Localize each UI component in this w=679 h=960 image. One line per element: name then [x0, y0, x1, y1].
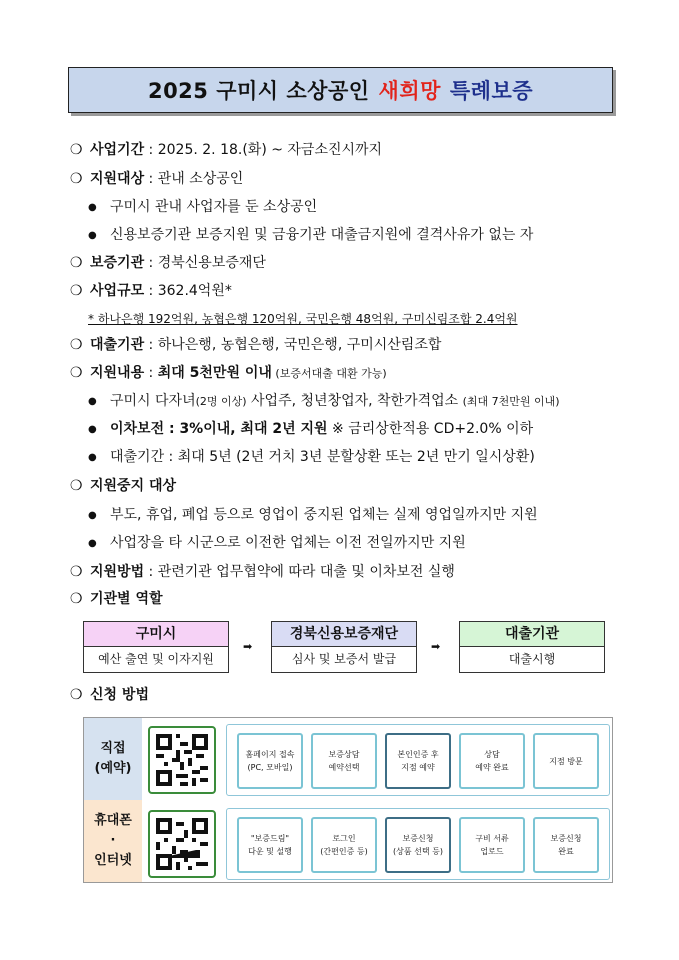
scale-note: * 하나은행 192억원, 농협은행 120억원, 국민은행 48억원, 구미신림조합 2.4억원	[88, 312, 518, 326]
apply-steps-direct	[226, 724, 610, 796]
flow-box-desc: 대출시행	[460, 647, 604, 672]
list-item: ● 구미시 다자녀(2명 이상) 사업주, 청년창업자, 착한가격업소 (최대 7천만원 이내)	[88, 391, 560, 412]
flow-box-gumi	[83, 621, 229, 673]
apply-step: 보증신청 완료	[533, 817, 599, 873]
method-text: : 관련기관 업무협약에 따라 대출 및 이차보전 실행	[144, 564, 455, 580]
guarantor-text: : 경북신용보증재단	[144, 255, 266, 271]
bullet-icon: ●	[88, 230, 97, 241]
flow-box-lender	[459, 621, 605, 673]
method-label: 지원방법	[90, 564, 145, 580]
target-text: : 관내 소상공인	[144, 171, 244, 187]
apply-step: "보증드림" 다운 및 설행	[237, 817, 303, 873]
section-lender	[70, 335, 441, 355]
content-label: 지원내용	[90, 365, 145, 381]
target-label: 지원대상	[90, 171, 145, 187]
lender-label: 대출기관	[90, 337, 145, 353]
circle-marker-icon: ❍	[70, 337, 83, 353]
title-highlight: 새희망	[378, 79, 441, 103]
period-text: : 2025. 2. 18.(화) ~ 자금소진시까지	[144, 142, 383, 158]
circle-marker-icon: ❍	[70, 564, 83, 580]
arrow-right-icon: ➡	[431, 640, 441, 653]
list-item: ● 대출기간 : 최대 5년 (2년 거치 3년 분할상환 또는 2년 만기 일시상환)	[88, 447, 535, 468]
guarantor-label: 보증기관	[90, 255, 145, 271]
section-roles	[70, 589, 163, 609]
circle-marker-icon: ❍	[70, 687, 83, 703]
apply-step: 상담 예약 완료	[459, 733, 525, 789]
content-note: (보증서대출 대환 가능)	[271, 367, 387, 380]
scale-label: 사업규모	[90, 283, 145, 299]
circle-marker-icon: ❍	[70, 283, 83, 299]
circle-marker-icon: ❍	[70, 142, 83, 158]
apply-label: 신청 방법	[90, 687, 149, 703]
flow-box-title: 구미시	[84, 622, 228, 647]
apply-step: 지점 방문	[533, 733, 599, 789]
circle-marker-icon: ❍	[70, 478, 83, 494]
flow-box-title: 경북신용보증재단	[272, 622, 416, 647]
apply-step: 홈페이지 접속 (PC, 모바일)	[237, 733, 303, 789]
apply-steps-mobile	[226, 808, 610, 880]
stop-label: 지원중지 대상	[90, 478, 177, 494]
flow-box-desc: 심사 및 보증서 발급	[272, 647, 416, 672]
arrow-right-icon: ➡	[243, 640, 253, 653]
apply-step: 로그인 (간편인증 등)	[311, 817, 377, 873]
section-apply	[70, 685, 149, 705]
page-title	[68, 67, 613, 113]
section-method	[70, 562, 455, 582]
flow-box-title: 대출기관	[460, 622, 604, 647]
circle-marker-icon: ❍	[70, 171, 83, 187]
list-item: ● 구미시 관내 사업자를 둔 소상공인	[88, 197, 317, 218]
apply-step: 보증상담 예약선택	[311, 733, 377, 789]
section-target	[70, 169, 243, 189]
title-prefix: 2025 구미시 소상공인	[147, 79, 370, 103]
title-suffix: 특례보증	[449, 79, 534, 103]
apply-row-label-mobile: 휴대폰 · 인터넷	[84, 800, 142, 882]
bullet-icon: ●	[88, 538, 97, 549]
list-item: ● 신용보증기관 보증지원 및 금융기관 대출금지원에 결격사유가 없는 자	[88, 225, 533, 246]
period-label: 사업기간	[90, 142, 145, 158]
circle-marker-icon: ❍	[70, 365, 83, 381]
qr-code-icon[interactable]	[148, 810, 216, 878]
flow-box-desc: 예산 출연 및 이자지원	[84, 647, 228, 672]
circle-marker-icon: ❍	[70, 591, 83, 607]
section-scale	[70, 281, 232, 301]
section-period	[70, 140, 382, 160]
list-item: ● 부도, 휴업, 폐업 등으로 영업이 중지된 업체는 실제 영업일까지만 지원	[88, 505, 538, 526]
circle-marker-icon: ❍	[70, 255, 83, 271]
section-stop	[70, 476, 176, 496]
bullet-icon: ●	[88, 396, 97, 407]
list-item: ● 사업장을 타 시군으로 이전한 업체는 이전 전일까지만 지원	[88, 533, 466, 554]
scale-text: : 362.4억원*	[144, 283, 232, 299]
apply-method-panel	[83, 717, 613, 883]
list-item: ● 이차보전 : 3%이내, 최대 2년 지원 ※ 금리상한적용 CD+2.0% 이하	[88, 419, 533, 440]
apply-step: 본인인증 후 지점 예약	[385, 733, 451, 789]
apply-step: 구비 서류 업로드	[459, 817, 525, 873]
bullet-icon: ●	[88, 510, 97, 521]
section-guarantor	[70, 253, 266, 273]
lender-text: : 하나은행, 농협은행, 국민은행, 구미시산림조합	[144, 337, 442, 353]
apply-step: 보증신청 (상품 선택 등)	[385, 817, 451, 873]
apply-row-label-direct: 직접 (예약)	[84, 718, 142, 800]
section-content: ❍ 지원내용 : 최대 5천만원 이내 (보증서대출 대환 가능)	[70, 365, 387, 381]
content-max: 최대 5천만원 이내	[157, 365, 272, 381]
roles-label: 기관별 역할	[90, 591, 163, 607]
bullet-icon: ●	[88, 202, 97, 213]
bullet-icon: ●	[88, 452, 97, 463]
bullet-icon: ●	[88, 424, 97, 435]
qr-code-icon[interactable]	[148, 726, 216, 794]
flow-box-gyeongbuk	[271, 621, 417, 673]
